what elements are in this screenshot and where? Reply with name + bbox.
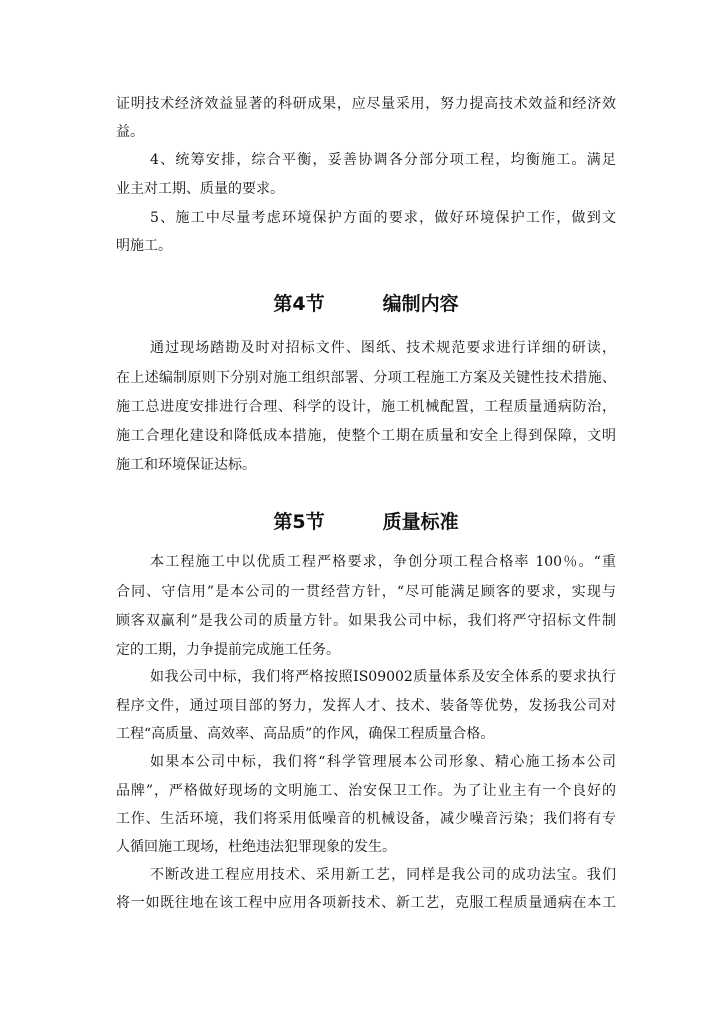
section-title: 质量标准 [382,511,459,533]
paragraph-line: 本工程施工中以优质工程严格要求，争创分项工程合格率 100％。“重 [150,554,616,570]
paragraph-line: 业主对工期、质量的要求。 [116,181,284,197]
paragraph-line: 明施工。 [116,238,172,254]
paragraph-line: 工作、生活环境，我们将采用低噪音的机械设备，减少噪音污染；我们将有专 [116,811,616,827]
paragraph-line: 证明技术经济效益显著的科研成果，应尽量采用，努力提高技术效益和经济效 [116,96,616,112]
paragraph-line: 定的工期，力争提前完成施工任务。 [116,642,340,658]
paragraph-line: 人循回施工现场，杜绝违法犯罪现象的发生。 [116,839,396,855]
section-heading-4 [116,292,616,316]
paragraph-line: 在上述编制原则下分别对施工组织部署、分项工程施工方案及关键性技术措施、 [116,370,616,386]
paragraph-line: 程序文件，通过项目部的努力，发挥人才、技术、装备等优势，发扬我公司对 [116,698,616,714]
paragraph-line: 将一如既往地在该工程中应用各项新技术、新工艺，克服工程质量通病在本工 [116,895,616,911]
paragraph-line: 如果本公司中标，我们将“科学管理展本公司形象、精心施工扬本公司 [150,754,616,770]
section-title: 编制内容 [382,293,459,315]
section-number: 第4节 [273,293,325,315]
paragraph-line: 品牌”，严格做好现场的文明施工、治安保卫工作。为了让业主有一个良好的 [116,783,616,799]
paragraph-line: 施工总进度安排进行合理、科学的设计，施工机械配置，工程质量通病防治， [116,399,616,415]
paragraph-line: 4、统筹安排，综合平衡，妥善协调各分部分项工程，均衡施工。满足 [150,152,616,168]
paragraph-line: 如我公司中标，我们将严格按照IS09002质量体系及安全体系的要求执行 [150,669,616,685]
paragraph-line: 合同、守信用”是本公司的一贯经营方针，“尽可能满足顾客的要求，实现与 [116,584,616,600]
paragraph-line: 顾客双赢利”是我公司的质量方针。如果我公司中标，我们将严守招标文件制 [116,613,616,629]
section-number: 第5节 [273,511,325,533]
paragraph-line: 益。 [116,124,144,140]
paragraph-line: 工程“高质量、高效率、高品质”的作风，确保工程质量合格。 [116,726,495,742]
paragraph-line: 通过现场踏勘及时对招标文件、图纸、技术规范要求进行详细的研读， [150,340,616,356]
section-heading-5 [116,510,616,534]
paragraph-line: 施工和环境保证达标。 [116,457,256,473]
paragraph-line: 施工合理化建设和降低成本措施，使整个工期在质量和安全上得到保障，文明 [116,428,616,444]
paragraph-line: 不断改进工程应用技术、采用新工艺，同样是我公司的成功法宝。我们 [150,867,616,883]
paragraph-line: 5、施工中尽量考虑环境保护方面的要求，做好环境保护工作，做到文 [150,210,616,226]
